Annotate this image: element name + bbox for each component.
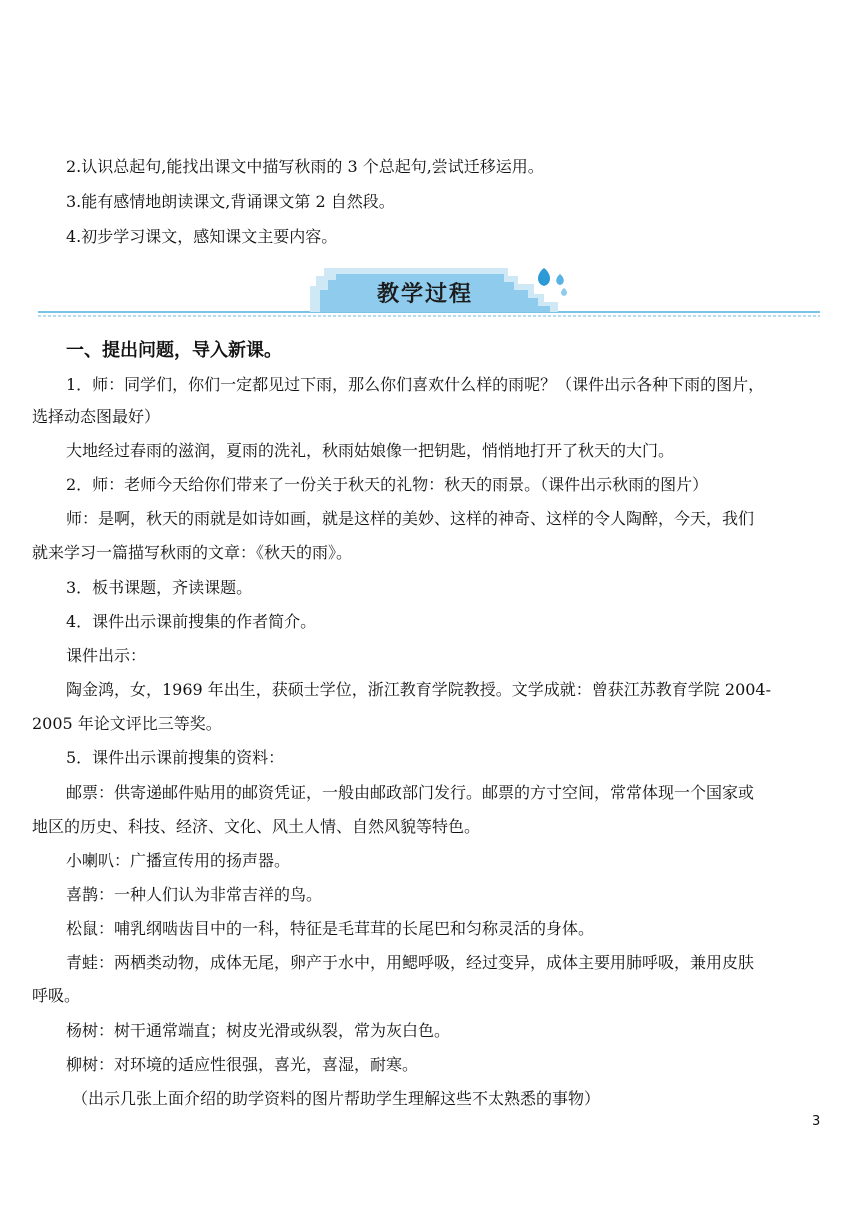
- page-number: 3: [812, 1114, 821, 1129]
- paragraph-line: 杨树：树干通常端直；树皮光滑或纵裂，常为灰白色。: [66, 1021, 451, 1040]
- paragraph-line: 2．师：老师今天给你们带来了一份关于秋天的礼物：秋天的雨景。（课件出示秋雨的图片）: [66, 475, 709, 494]
- goal-item: 2.认识总起句,能找出课文中描写秋雨的 3 个总起句,尝试迁移运用。: [66, 157, 544, 176]
- paragraph-line: 小喇叭：广播宣传用的扬声器。: [66, 851, 291, 870]
- goal-item: 4.初步学习课文，感知课文主要内容。: [66, 227, 338, 246]
- section-heading: 一、提出问题，导入新课。: [66, 340, 282, 361]
- paragraph-line: 青蛙：两栖类动物，成体无尾，卵产于水中，用鳃呼吸，经过变异，成体主要用肺呼吸，兼用皮肤: [66, 953, 755, 972]
- paragraph-line: 喜鹊：一种人们认为非常吉祥的鸟。: [66, 885, 323, 904]
- goal-item: 3.能有感情地朗读课文,背诵课文第 2 自然段。: [66, 192, 395, 211]
- paragraph-line: 师：是啊，秋天的雨就是如诗如画，就是这样的美妙、这样的神奇、这样的令人陶醉，今天，我们: [66, 509, 755, 528]
- paragraph-line: 3．板书课题，齐读课题。: [66, 578, 253, 597]
- paragraph-line: 2005 年论文评比三等奖。: [32, 714, 222, 733]
- paragraph-line: 1．师：同学们，你们一定都见过下雨，那么你们喜欢什么样的雨呢？（课件出示各种下雨的图片，: [66, 375, 765, 394]
- paragraph-line: 4．课件出示课前搜集的作者简介。: [66, 612, 317, 631]
- paragraph-line: 松鼠：哺乳纲啮齿目中的一科，特征是毛茸茸的长尾巴和匀称灵活的身体。: [66, 919, 595, 938]
- paragraph-line: 邮票：供寄递邮件贴用的邮资凭证，一般由邮政部门发行。邮票的方寸空间，常常体现一个国家或: [66, 783, 755, 802]
- paragraph-line: 地区的历史、科技、经济、文化、风土人情、自然风貌等特色。: [32, 817, 481, 836]
- paragraph-line: 5．课件出示课前搜集的资料：: [66, 748, 285, 767]
- paragraph-line: 课件出示：: [66, 646, 147, 665]
- paragraph-line: 选择动态图最好）: [32, 407, 161, 426]
- paragraph-line: 陶金鸿，女，1969 年出生，获硕士学位，浙江教育学院教授。文学成就：曾获江苏教育学院 2004-: [66, 680, 772, 699]
- paragraph-line: （出示几张上面介绍的助学资料的图片帮助学生理解这些不太熟悉的事物）: [72, 1089, 601, 1108]
- paragraph-line: 呼吸。: [32, 986, 81, 1005]
- paragraph-line: 就来学习一篇描写秋雨的文章：《秋天的雨》。: [32, 543, 353, 562]
- paragraph-line: 柳树：对环境的适应性很强，喜光，喜湿，耐寒。: [66, 1055, 419, 1074]
- paragraph-line: 大地经过春雨的滋润，夏雨的洗礼，秋雨姑娘像一把钥匙，悄悄地打开了秋天的大门。: [66, 441, 675, 460]
- section-banner-title: 教学过程: [376, 282, 473, 307]
